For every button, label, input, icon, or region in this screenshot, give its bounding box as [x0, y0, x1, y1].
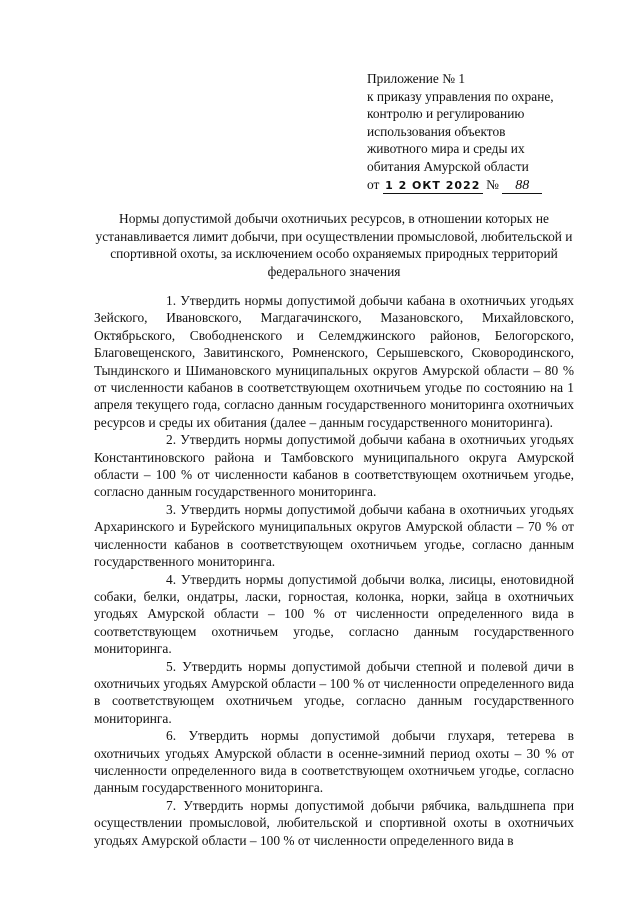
paragraph-6 [94, 727, 574, 797]
number-prefix: № [486, 176, 499, 192]
appendix-line: животного мира и среды их [367, 141, 525, 157]
appendix-line: к приказу управления по охране, [367, 88, 554, 104]
paragraph-text: Утвердить нормы допустимой добычи глухаря, тетерева в охотничьих угодьях Амурской области в осенне-зимний период охоты – 30 % от численности определенного вида в соответствующем охотничьем угодье, согласно данным государственного мониторинга. [94, 728, 574, 796]
appendix-line: Приложение № 1 [367, 71, 466, 86]
paragraph-4 [94, 571, 574, 658]
paragraph-text: Утвердить нормы допустимой добычи рябчика, вальдшнепа при осуществлении промысловой, любительской и спортивной охоты в охотничьих угодьях Амурской области – 100 % от численности определенного вида в [94, 797, 574, 848]
paragraph-number: 3. [166, 501, 177, 517]
paragraph-text: Утвердить нормы допустимой добычи степной и полевой дичи в охотничьих угодьях Амурской области – 100 % от численности определенного вида в соответствующем охотничьем угодье, согласно данным государственного мониторинга. [94, 658, 574, 726]
paragraph-7 [94, 797, 574, 849]
appendix-header [367, 70, 582, 194]
paragraph-text: Утвердить нормы допустимой добычи кабана в охотничьих угодьях Константиновского района и Тамбовского муниципального округа Амурской области – 100 % от численности кабанов в соответствующем охотничьем угодье, согласно данным государственного мониторинга. [94, 432, 574, 500]
order-date-line [367, 176, 582, 194]
paragraph-2 [94, 431, 574, 501]
paragraph-text: Утвердить нормы допустимой добычи кабана в охотничьих угодьях Зейского, Ивановского, Магдагачинского, Мазановского, Михайловского, Октябрьского, Свободненского и Селемджинского районов, Белогорского, Благовещенского, Завитинского, Ромненского, Серышевского, Сковородинского, Тындинского и Шимановского муниципальных округов Амурской области – 80 % от численности кабанов в соответствующем охотничьем угодье по состоянию на 1 апреля текущего года, согласно данным государственного мониторинга охотничьих ресурсов и среды их обитания (далее – данным государственного мониторинга). [94, 293, 574, 430]
paragraph-number: 6. [166, 728, 177, 744]
document-title: Нормы допустимой добычи охотничьих ресурсов, в отношении которых не устанавливается лимит добычи, при осуществлении промысловой, любительской и спортивной охоты, за исключением особо охраняемых природных территорий федерального значения [95, 211, 573, 279]
paragraph-1 [94, 292, 574, 431]
paragraph-text: Утвердить нормы допустимой добычи кабана в охотничьих угодьях Архаринского и Бурейского муниципальных округов Амурской области – 70 % от численности кабанов в соответствующем охотничьем угодье, согласно данным государственного мониторинга. [94, 501, 574, 570]
paragraph-5 [94, 658, 574, 728]
document-body [94, 292, 574, 849]
order-date-stamp: 1 2 ОКТ 2022 [383, 179, 483, 194]
paragraph-number: 1. [166, 293, 177, 308]
appendix-line: контролю и регулированию [367, 106, 525, 122]
paragraph-3 [94, 501, 574, 571]
date-prefix: от [367, 176, 380, 192]
paragraph-number: 4. [166, 571, 177, 587]
paragraph-text: Утвердить нормы допустимой добычи волка, лисицы, енотовидной собаки, белки, ондатры, ласки, горностая, колонка, норки, зайца в охотничьих угодьях Амурской области – 100 % от численности определенного вида в соответствующем охотничьем угодье, согласно данным государственного мониторинга. [94, 571, 574, 657]
appendix-line: обитания Амурской области [367, 158, 529, 174]
paragraph-number: 5. [166, 658, 177, 674]
paragraph-number: 7. [166, 797, 177, 813]
appendix-line: использования объектов [367, 123, 506, 139]
paragraph-number: 2. [166, 432, 177, 448]
order-number-handwritten: 88 [502, 179, 542, 194]
